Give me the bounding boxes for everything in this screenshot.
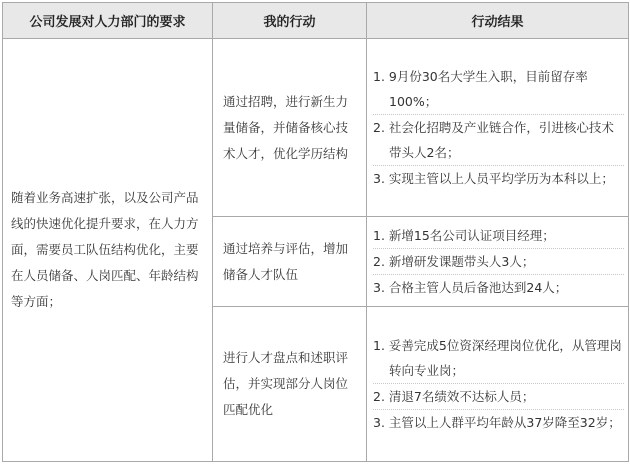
action-cell: 通过招聘，进行新生力量储备，并储备核心技术人才，优化学历结构 — [213, 39, 367, 217]
result-item: 1. 新增15名公司认证项目经理； — [373, 223, 624, 249]
table-row — [3, 39, 629, 217]
result-item: 3. 主管以上人群平均年龄从37岁降至32岁； — [373, 415, 621, 430]
result-item: 3. 合格主管人员后备池达到24人； — [373, 280, 568, 295]
result-item: 2. 清退7名绩效不达标人员； — [373, 384, 624, 410]
result-list — [373, 333, 624, 435]
result-cell — [367, 39, 629, 217]
result-item: 1. 9月份30名大学生入职，目前留存率100%； — [373, 64, 624, 115]
action-cell: 进行人才盘点和述职评估，并实现部分人岗位匹配优化 — [213, 307, 367, 462]
hr-action-table — [2, 2, 629, 462]
requirement-cell: 随着业务高速扩张，以及公司产品线的快速优化提升要求，在人力方面，需要员工队伍结构优化，主要在人员储备、人岗匹配、年龄结构等方面； — [3, 39, 213, 462]
result-item: 1. 妥善完成5位资深经理岗位优化，从管理岗转向专业岗； — [373, 333, 624, 384]
header-action: 我的行动 — [213, 3, 367, 39]
header-row — [3, 3, 629, 39]
result-item: 3. 实现主管以上人员平均学历为本科以上； — [373, 171, 614, 186]
result-list — [373, 64, 624, 191]
header-requirement: 公司发展对人力部门的要求 — [3, 3, 213, 39]
result-item: 2. 新增研发课题带头人3人； — [373, 249, 624, 275]
action-cell: 通过培养与评估，增加储备人才队伍 — [213, 217, 367, 307]
header-result: 行动结果 — [367, 3, 629, 39]
result-cell — [367, 217, 629, 307]
result-cell — [367, 307, 629, 462]
result-item: 2. 社会化招聘及产业链合作，引进核心技术带头人2名； — [373, 115, 624, 166]
result-list — [373, 223, 624, 300]
